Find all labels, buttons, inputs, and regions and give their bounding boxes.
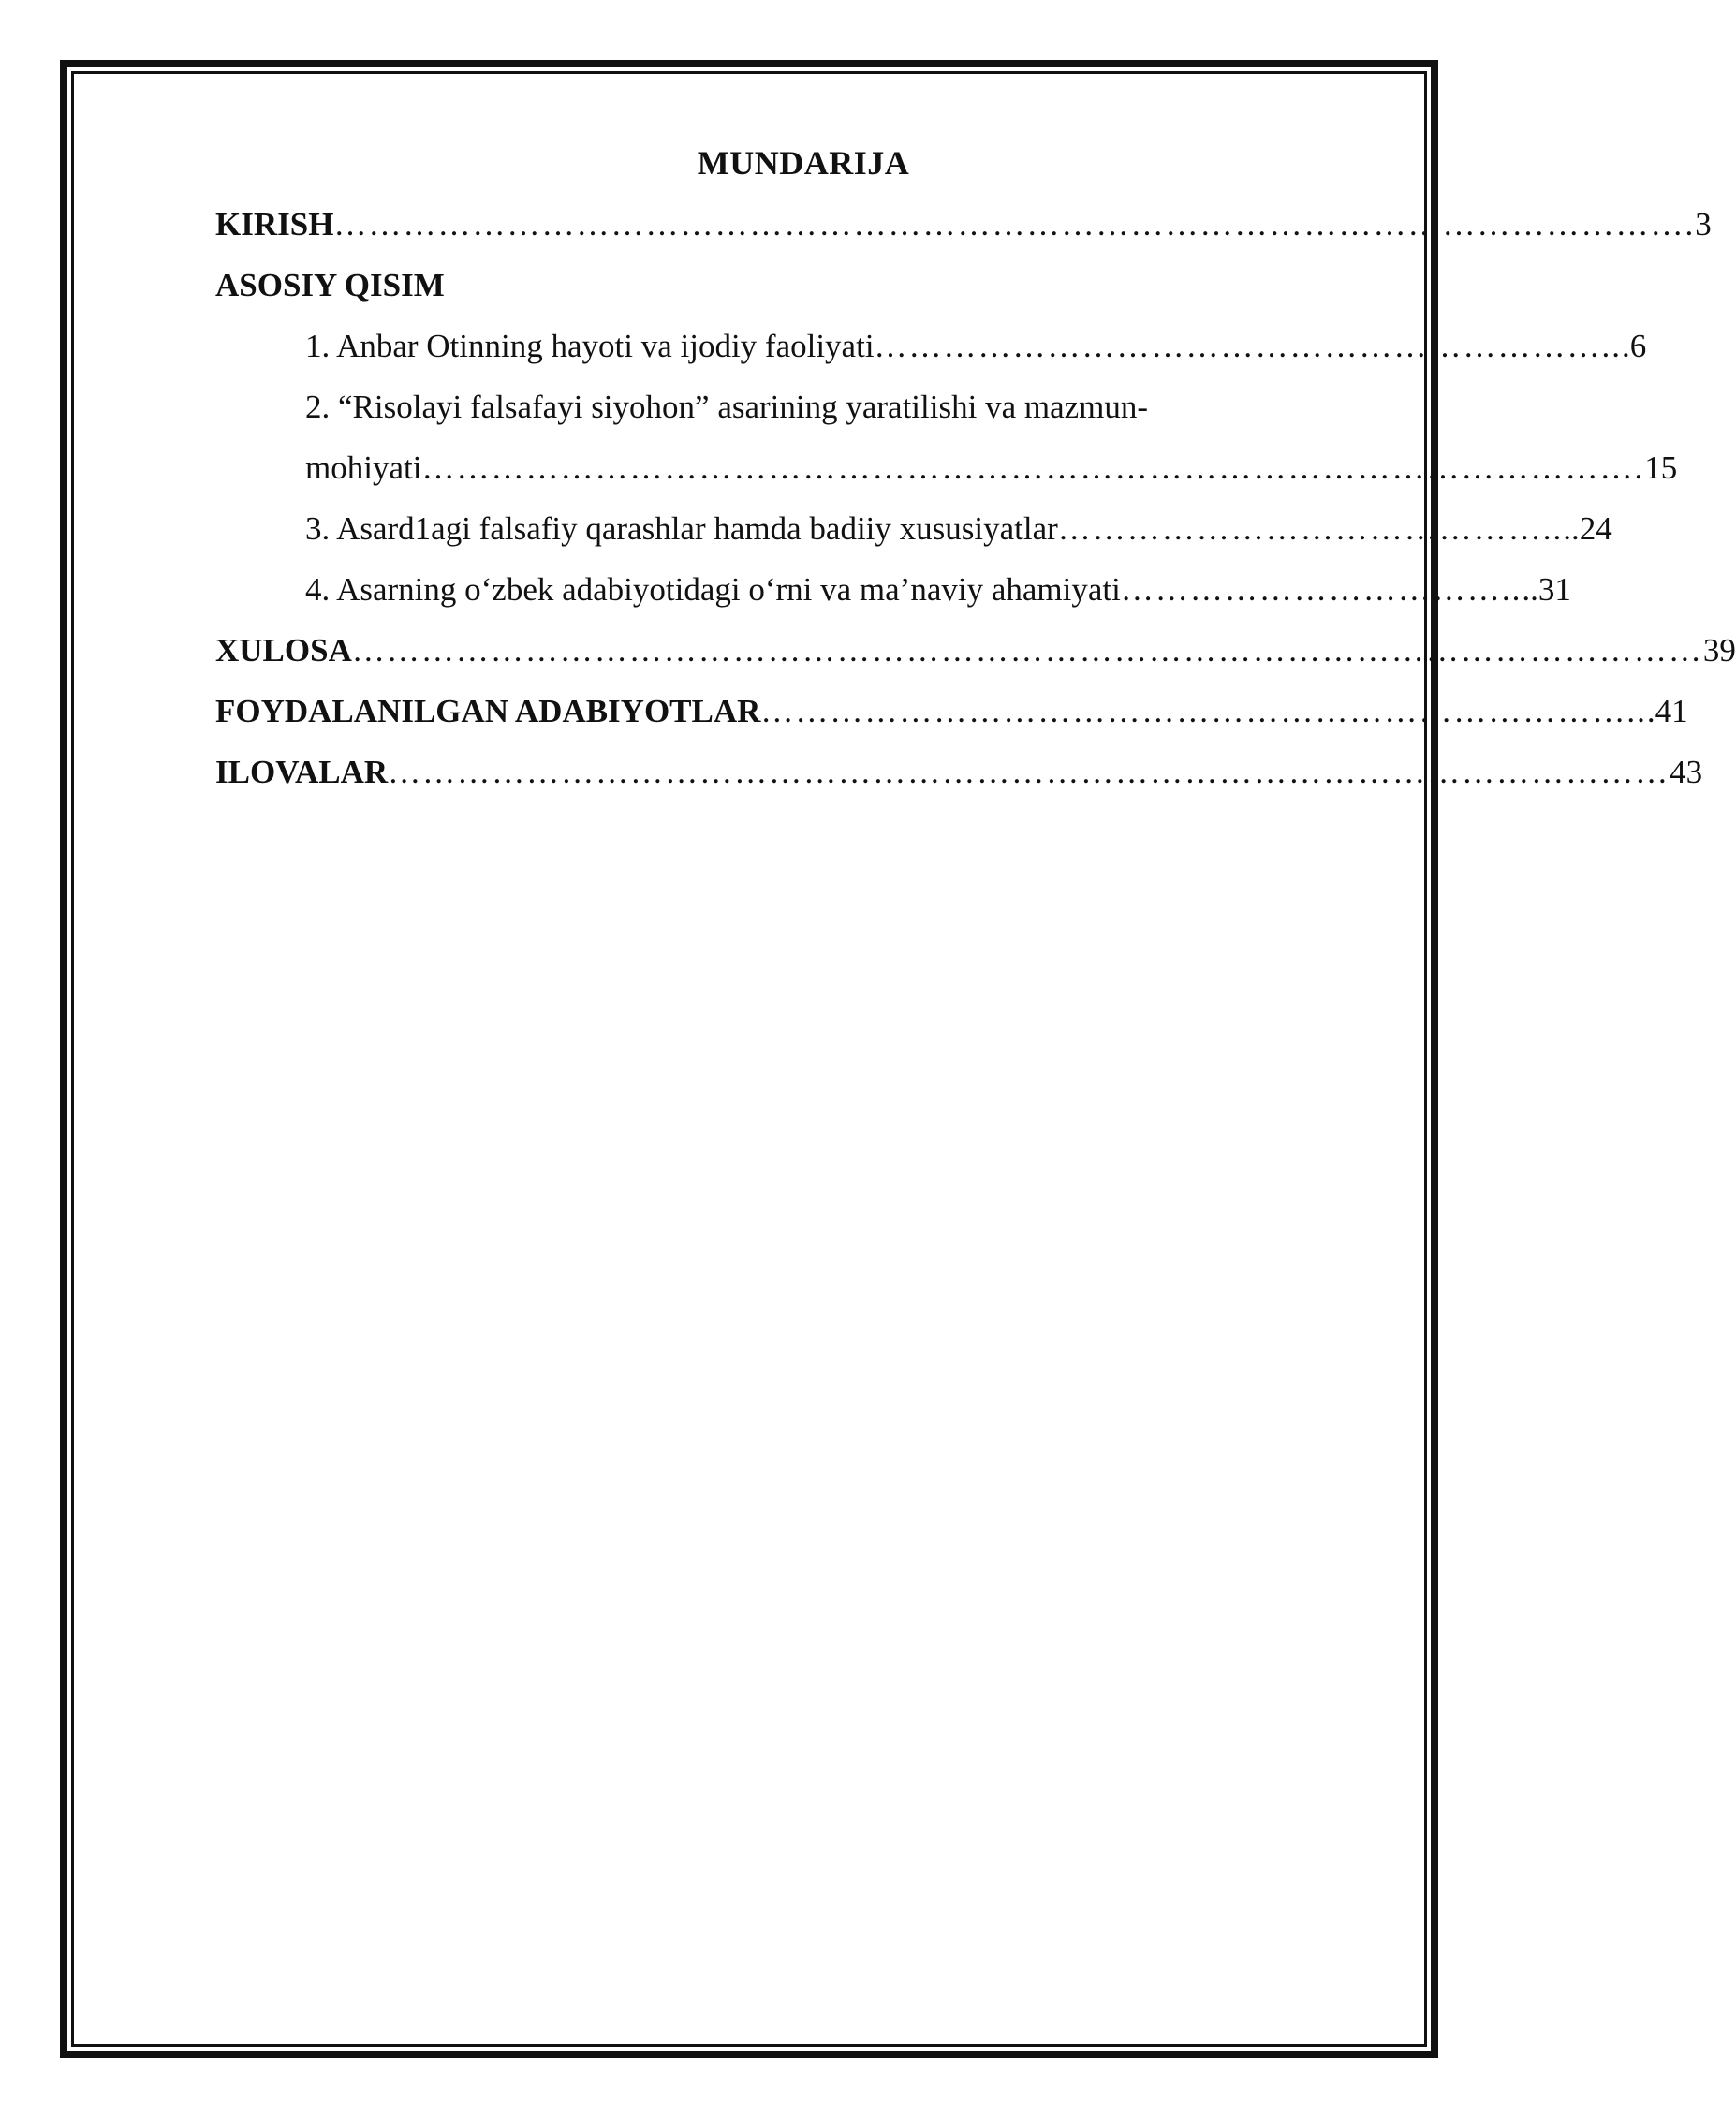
toc-entry-label: XULOSA xyxy=(215,632,352,669)
toc-entry-leader: ………………………………………………………………………………………………………. xyxy=(333,206,1696,243)
toc-entry-xulosa xyxy=(215,630,1736,671)
toc-entry-label: mohiyati xyxy=(305,449,422,486)
toc-entry-2 xyxy=(305,448,1678,489)
toc-entry-page: 3 xyxy=(1695,206,1712,243)
toc-entry-label: KIRISH xyxy=(215,206,334,243)
toc-entry-leader: ………………………………………………………………….. xyxy=(760,693,1647,729)
toc-entry-4 xyxy=(305,569,1571,610)
toc-entry-leader: ………………………………………………………………………………………………… xyxy=(388,754,1670,790)
toc-entry-ilovalar xyxy=(215,752,1703,793)
toc-heading-asosiy-qisim: ASOSIY QISIM xyxy=(215,267,445,303)
toc-entry-page: 15 xyxy=(1644,449,1678,486)
toc-entry-2-first-line: 2. “Risolayi falsafayi siyohon” asarining yaratilishi va mazmun- xyxy=(305,389,1149,425)
toc-entry-label: ILOVALAR xyxy=(215,754,389,790)
page-border-inner xyxy=(71,71,1427,2047)
toc-entry-leader: …………………………….. xyxy=(1120,571,1523,608)
toc-entry-label: 3. Asard1agi falsafiy qarashlar hamda badiiy xususiyatlar xyxy=(305,510,1058,547)
toc-entry-1 xyxy=(305,326,1647,367)
toc-entry-page: ..31 xyxy=(1522,571,1571,608)
toc-entry-page: .41 xyxy=(1646,693,1688,729)
toc-entry-leader: ……………………………………………………………………………………………………… xyxy=(351,632,1703,669)
toc-entry-leader: …………………………………….. xyxy=(1057,510,1564,547)
toc-entry-page: 43 xyxy=(1670,754,1703,790)
toc-entry-3 xyxy=(305,508,1612,550)
toc-entry-label: FOYDALANILGAN ADABIYOTLAR xyxy=(215,693,761,729)
toc-title: MUNDARIJA xyxy=(697,144,910,182)
toc-entry-label: 1. Anbar Otinning hayoti va ijodiy faoliyati xyxy=(305,328,875,364)
toc-entry-leader: ……………………………………………………….. xyxy=(874,328,1623,364)
toc-entry-leader: ……………………………………………………………………………………………. xyxy=(421,449,1645,486)
toc-entry-label: 4. Asarning o‘zbek adabiyotidagi o‘rni va ma’naviy ahamiyati xyxy=(305,571,1121,608)
toc-entry-foydalanilgan-adabiyotlar xyxy=(215,691,1688,732)
border-gap xyxy=(702,2047,899,2051)
toc-entry-page: ..24 xyxy=(1563,510,1612,547)
toc-entry-page: .6 xyxy=(1622,328,1647,364)
toc-entry-kirish xyxy=(215,204,1712,245)
toc-entry-page: 39 xyxy=(1702,632,1736,669)
